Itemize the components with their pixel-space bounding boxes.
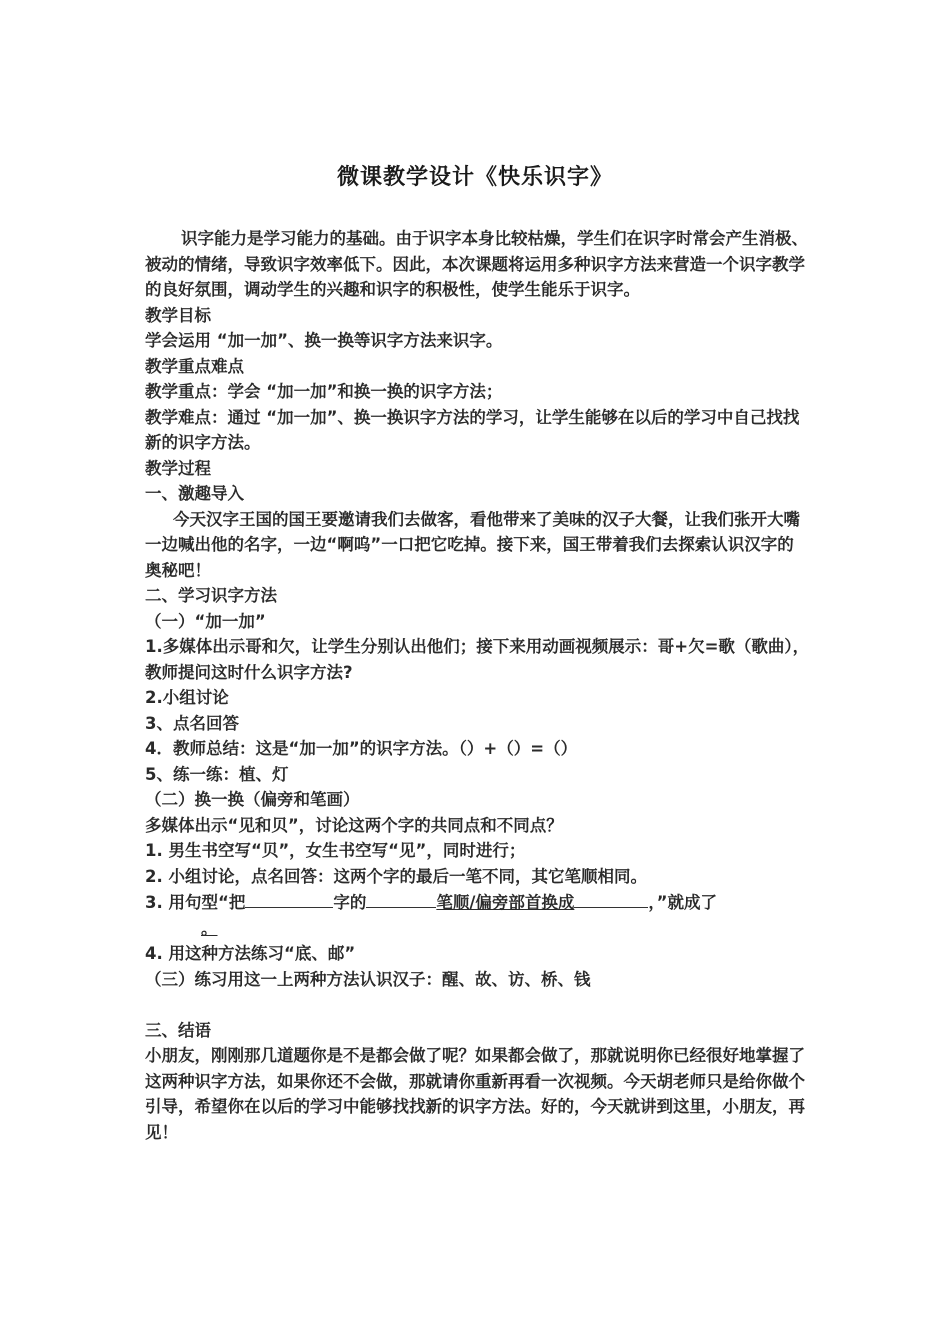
sub2-item: 1. 男生书空写“贝”，女生书空写“见”，同时进行； bbox=[145, 841, 526, 860]
sub3-heading: （三）练习用这一上两种方法认识汉子：醒、故、访、桥、钱 bbox=[145, 969, 591, 989]
section1-heading: 一、激趣导入 bbox=[145, 484, 244, 503]
section3-paragraph: 小朋友，刚刚那几道题你是不是都会做了呢？如果都会做了，那就说明你已经很好地掌握了这两种识字方法，如果你还不会做，那就请你重新再看一次视频。今天胡老师只是给你做个引导，希望你在以后的学习中能够找找新的识字方法。好的，今天就讲到这里，小朋友，再见！ bbox=[145, 1046, 805, 1142]
fill-in-prefix: 3. 用句型“把 bbox=[145, 893, 246, 912]
fill-in-blank bbox=[245, 889, 333, 908]
sub1-item: 1.多媒体出示哥和欠，让学生分别认出他们；接下来用动画视频展示：哥+欠=歌（歌曲），教师提问这时什么识字方法? bbox=[145, 637, 810, 682]
fill-in-blank bbox=[574, 889, 648, 908]
difficulty-text: 教学难点：通过 “加一加”、换一换识字方法的学习，让学生能够在以后的学习中自己找找新的识字方法。 bbox=[145, 407, 800, 452]
sub2-intro: 多媒体出示“见和贝”，讨论这两个字的共同点和不同点？ bbox=[145, 815, 563, 835]
sub2-item: 4. 用这种方法练习“底、邮” bbox=[145, 944, 356, 963]
goal-heading: 教学目标 bbox=[145, 305, 211, 325]
goal-text: 学会运用 “加一加”、换一换等识字方法来识字。 bbox=[145, 331, 503, 350]
sub1-item: 2.小组讨论 bbox=[145, 688, 229, 707]
section1-paragraph: 今天汉字王国的国王要邀请我们去做客，看他带来了美味的汉子大餐，让我们张开大嘴一边喊出他的名字，一边“啊呜”一口把它吃掉。接下来，国王带着我们去探索认识汉字的奥秘吧！ bbox=[145, 509, 800, 580]
fill-in-part2: 字的 bbox=[333, 893, 367, 912]
sub2-heading: （二）换一换（偏旁和笔画） bbox=[145, 790, 360, 809]
sub2-item-fill-in bbox=[145, 889, 810, 941]
fill-in-part3: 笔顺/偏旁部首换成 bbox=[436, 893, 575, 912]
sub1-heading: （一）“加一加” bbox=[145, 611, 266, 631]
fill-in-part4: ，”就成了 bbox=[648, 893, 717, 912]
document-body bbox=[145, 226, 810, 1145]
blank-line bbox=[145, 992, 810, 1018]
fill-in-end: 。 bbox=[201, 918, 218, 938]
sub1-item: 4．教师总结：这是“加一加”的识字方法。（）+（）=（） bbox=[145, 739, 578, 758]
fill-in-blank bbox=[366, 889, 436, 908]
process-heading: 教学过程 bbox=[145, 458, 211, 478]
key-heading: 教学重点难点 bbox=[145, 356, 244, 376]
section3-heading: 三、结语 bbox=[145, 1020, 211, 1040]
document-title: 微课教学设计《快乐识字》 bbox=[336, 165, 613, 190]
key-point-text: 教学重点：学会 “加一加”和换一换的识字方法； bbox=[145, 382, 503, 401]
intro-paragraph: 识字能力是学习能力的基础。由于识字本身比较枯燥，学生们在识字时常会产生消极、被动的情绪，导致识字效率低下。因此，本次课题将运用多种识字方法来营造一个识字教学的良好氛围，调动学生的兴趣和识字的积极性，使学生能乐于识字。 bbox=[145, 229, 808, 299]
sub1-item: 3、点名回答 bbox=[145, 713, 239, 733]
sub2-item: 2. 小组讨论，点名回答：这两个字的最后一笔不同，其它笔顺相同。 bbox=[145, 866, 647, 886]
section2-heading: 二、学习识字方法 bbox=[145, 586, 277, 605]
sub1-item: 5、练一练：植、灯 bbox=[145, 764, 289, 784]
